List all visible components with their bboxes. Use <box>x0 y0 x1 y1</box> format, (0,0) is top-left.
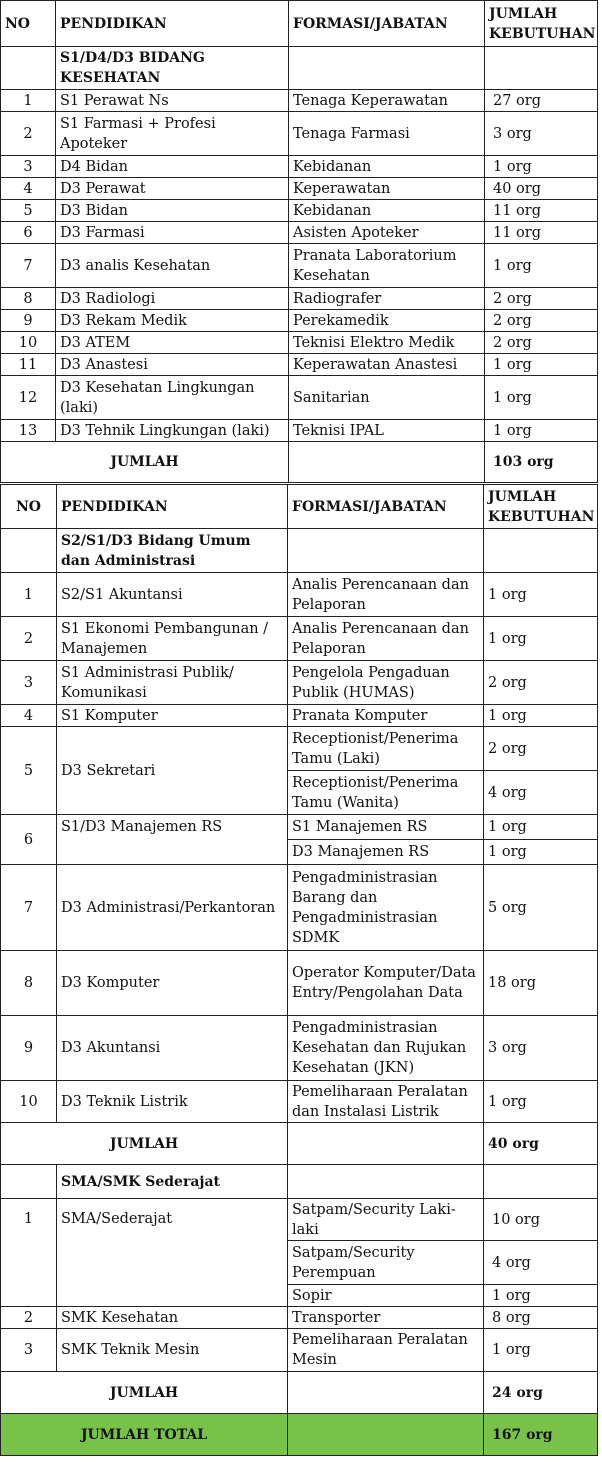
total-label: JUMLAH <box>1 1372 288 1414</box>
cell-pendidikan: D4 Bidan <box>56 156 289 178</box>
cell-no: 10 <box>1 332 56 354</box>
table-row: 2 S1 Ekonomi Pembangunan / Manajemen Analis Perencanaan dan Pelaporan 1 org <box>1 617 598 661</box>
table-row: 1 S2/S1 Akuntansi Analis Perencanaan dan Pelaporan 1 org <box>1 573 598 617</box>
cell-formasi: Keperawatan Anastesi <box>289 354 485 376</box>
table-header <box>1 485 598 529</box>
total-value: 103 org <box>485 442 598 483</box>
section-title-row <box>1 47 598 90</box>
table-row: 5 D3 Sekretari Receptionist/Penerima Tamu (Laki) 2 org <box>1 727 598 771</box>
cell-jumlah: 11 org <box>485 200 598 222</box>
table-row: 10 D3 Teknik Listrik Pemeliharaan Peralatan dan Instalasi Listrik 1 org <box>1 1081 598 1123</box>
cell-formasi: Keperawatan <box>289 178 485 200</box>
cell-pendidikan: D3 Bidan <box>56 200 289 222</box>
total-value: 40 org <box>484 1123 598 1165</box>
header-pendidikan: PENDIDIKAN <box>56 1 289 47</box>
cell-no: 12 <box>1 376 56 420</box>
header-no: NO <box>1 1 56 47</box>
cell-jumlah: 11 org <box>485 222 598 244</box>
table-row <box>1 200 598 222</box>
table-row <box>1 310 598 332</box>
cell-formasi: Sanitarian <box>289 376 485 420</box>
table-row <box>1 178 598 200</box>
table-row <box>1 376 598 420</box>
table-row: 2 SMK Kesehatan Transporter 8 org <box>1 1307 598 1329</box>
total-label: JUMLAH <box>1 1123 288 1165</box>
header-pendidikan: PENDIDIKAN <box>57 485 288 529</box>
cell-pendidikan: D3 Rekam Medik <box>56 310 289 332</box>
table-row <box>1 354 598 376</box>
section-title-row <box>1 529 598 573</box>
header-jumlah: JUMLAH KEBUTUHAN <box>485 1 598 47</box>
table-row: 6 S1/D3 Manajemen RS S1 Manajemen RS 1 org <box>1 815 598 840</box>
section-title-row <box>1 1165 598 1199</box>
table-umum <box>0 484 598 1456</box>
table-row: Sopir 1 org <box>1 1285 598 1307</box>
cell-no: 5 <box>1 200 56 222</box>
cell-jumlah: 1 org <box>485 420 598 442</box>
cell-formasi: Teknisi Elektro Medik <box>289 332 485 354</box>
cell-no: 9 <box>1 310 56 332</box>
cell-formasi: Pranata Laboratorium Kesehatan <box>289 244 485 288</box>
cell-pendidikan: D3 ATEM <box>56 332 289 354</box>
table-row <box>1 288 598 310</box>
cell-jumlah: 2 org <box>485 332 598 354</box>
cell-no: 1 <box>1 90 56 112</box>
cell-pendidikan: D3 Radiologi <box>56 288 289 310</box>
header-no: NO <box>1 485 57 529</box>
table-row <box>1 90 598 112</box>
section-total-row <box>1 1372 598 1414</box>
cell-pendidikan: D3 Tehnik Lingkungan (laki) <box>56 420 289 442</box>
table-row: Receptionist/Penerima Tamu (Wanita) 4 org <box>1 771 598 815</box>
cell-formasi: Kebidanan <box>289 200 485 222</box>
table-row <box>1 156 598 178</box>
total-value: 24 org <box>484 1372 598 1414</box>
cell-no: 8 <box>1 288 56 310</box>
cell-jumlah: 1 org <box>485 376 598 420</box>
cell-formasi: Tenaga Keperawatan <box>289 90 485 112</box>
cell-no: 13 <box>1 420 56 442</box>
table-row: 3 S1 Administrasi Publik/ Komunikasi Pengelola Pengaduan Publik (HUMAS) 2 org <box>1 661 598 705</box>
cell-formasi: Radiografer <box>289 288 485 310</box>
table-kesehatan <box>0 0 598 483</box>
header-formasi: FORMASI/JABATAN <box>289 1 485 47</box>
header-formasi: FORMASI/JABATAN <box>288 485 484 529</box>
grand-total-value: 167 org <box>484 1414 598 1456</box>
cell-no: 11 <box>1 354 56 376</box>
table-row: Satpam/Security Perempuan 4 org <box>1 1241 598 1285</box>
table-row <box>1 112 598 156</box>
table-row <box>1 222 598 244</box>
cell-jumlah: 2 org <box>485 288 598 310</box>
cell-pendidikan: D3 analis Kesehatan <box>56 244 289 288</box>
cell-jumlah: 1 org <box>485 244 598 288</box>
section-title: S1/D4/D3 BIDANG KESEHATAN <box>56 47 289 90</box>
grand-total-row <box>1 1414 598 1456</box>
section-title: SMA/SMK Sederajat <box>57 1165 288 1199</box>
cell-no: 7 <box>1 244 56 288</box>
cell-formasi: Teknisi IPAL <box>289 420 485 442</box>
cell-jumlah: 1 org <box>485 156 598 178</box>
cell-pendidikan: D3 Anastesi <box>56 354 289 376</box>
section-title: S2/S1/D3 Bidang Umum dan Administrasi <box>57 529 288 573</box>
cell-formasi: Asisten Apoteker <box>289 222 485 244</box>
section1-rows <box>1 90 598 442</box>
cell-formasi: Kebidanan <box>289 156 485 178</box>
cell-pendidikan: D3 Perawat <box>56 178 289 200</box>
cell-no: 4 <box>1 178 56 200</box>
grand-total-label: JUMLAH TOTAL <box>1 1414 288 1456</box>
table-header <box>1 1 598 47</box>
section-total-row <box>1 1123 598 1165</box>
section-total-row <box>1 442 598 483</box>
cell-no: 3 <box>1 156 56 178</box>
table-row: 3 SMK Teknik Mesin Pemeliharaan Peralatan Mesin 1 org <box>1 1329 598 1372</box>
cell-pendidikan: S1 Perawat Ns <box>56 90 289 112</box>
cell-jumlah: 40 org <box>485 178 598 200</box>
total-label: JUMLAH <box>1 442 289 483</box>
table-row: 7 D3 Administrasi/Perkantoran Pengadministrasian Barang dan Pengadministrasian SDMK 5 org <box>1 865 598 951</box>
table-row <box>1 244 598 288</box>
cell-pendidikan: D3 Kesehatan Lingkungan (laki) <box>56 376 289 420</box>
cell-pendidikan: S1 Farmasi + Profesi Apoteker <box>56 112 289 156</box>
table-row <box>1 420 598 442</box>
table-row: 9 D3 Akuntansi Pengadministrasian Kesehatan dan Rujukan Kesehatan (JKN) 3 org <box>1 1016 598 1081</box>
cell-formasi: Perekamedik <box>289 310 485 332</box>
cell-jumlah: 27 org <box>485 90 598 112</box>
cell-formasi: Tenaga Farmasi <box>289 112 485 156</box>
cell-jumlah: 3 org <box>485 112 598 156</box>
table-row: 8 D3 Komputer Operator Komputer/Data Entry/Pengolahan Data 18 org <box>1 951 598 1016</box>
table-row: 4 S1 Komputer Pranata Komputer 1 org <box>1 705 598 727</box>
cell-jumlah: 2 org <box>485 310 598 332</box>
cell-pendidikan: D3 Farmasi <box>56 222 289 244</box>
header-jumlah: JUMLAH KEBUTUHAN <box>484 485 598 529</box>
table-row: D3 Manajemen RS 1 org <box>1 840 598 865</box>
table-row: 1 SMA/Sederajat Satpam/Security Laki-laki 10 org <box>1 1199 598 1241</box>
cell-no: 6 <box>1 222 56 244</box>
cell-jumlah: 1 org <box>485 354 598 376</box>
cell-no: 2 <box>1 112 56 156</box>
table-row <box>1 332 598 354</box>
